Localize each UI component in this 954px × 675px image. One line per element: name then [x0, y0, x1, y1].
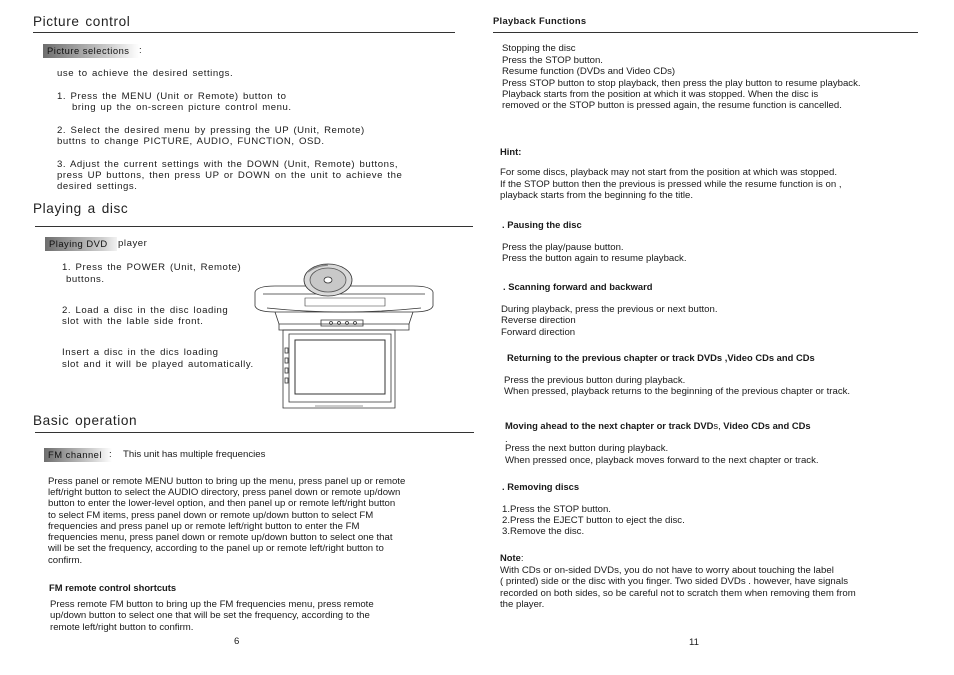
- fm-shortcuts-title: FM remote control shortcuts: [49, 582, 177, 593]
- paragraph-line: remote left/right button to confirm.: [50, 622, 194, 633]
- paragraph-line: 3. Adjust the current settings with the DOWN (Unit, Remote) buttons,: [57, 159, 399, 170]
- tag-suffix: :: [109, 449, 112, 460]
- paragraph-line: 2. Load a disc in the disc loading: [62, 305, 229, 316]
- paragraph-line: button to enter the lower-level option, and then panel up or remote left/right button: [48, 498, 396, 509]
- paragraph-line: If the STOP button then the previous is pressed while the resume function is on ,: [500, 179, 842, 190]
- previous-chapter-title: Returning to the previous chapter or track DVDs ,Video CDs and CDs: [507, 352, 815, 363]
- heading-rule: [33, 32, 455, 33]
- note-label: Note: [500, 552, 521, 563]
- paragraph-line: frequencies menu, press panel down or remote up/down button to select one that: [48, 532, 393, 543]
- playing-dvd-tag: [45, 237, 117, 251]
- paragraph-line: removed or the STOP button is pressed again, the resume function is cancelled.: [502, 100, 842, 111]
- tag-label: Picture selections: [47, 45, 130, 56]
- paragraph-line: will be set the frequency, according to the panel up or remote left/right button to: [48, 543, 384, 554]
- paragraph-line: desired settings.: [57, 181, 138, 192]
- paragraph-line: slot with the lable side front.: [62, 316, 204, 327]
- paragraph-line: buttons.: [66, 274, 105, 285]
- paragraph-line: recorded on both sides, so be careful not to scratch them when removing them from: [500, 588, 856, 599]
- paragraph-line: slot and it will be played automatically.: [62, 359, 254, 370]
- paragraph-line: 2. Select the desired menu by pressing the UP (Unit, Remote): [57, 125, 365, 136]
- note-colon: :: [520, 553, 524, 564]
- paragraph-line: Stopping the disc: [502, 43, 576, 54]
- pause-title: . Pausing the disc: [502, 219, 582, 230]
- note-title: [500, 552, 524, 564]
- paragraph-line: frequencies and press panel up or remote left/right button to enter the FM: [48, 521, 360, 532]
- paragraph-line: Insert a disc in the dics loading: [62, 347, 219, 358]
- heading-rule: [35, 432, 474, 433]
- page-number: 11: [689, 637, 699, 648]
- paragraph-line: 3.Remove the disc.: [502, 526, 585, 537]
- paragraph-line: 1.Press the STOP button.: [502, 504, 611, 515]
- dvd-player-illustration: [245, 258, 441, 414]
- paragraph-line: Press the next button during playback.: [505, 443, 669, 454]
- tag-label: Playing DVD: [49, 238, 108, 249]
- scan-title: . Scanning forward and backward: [503, 281, 653, 292]
- paragraph-line: ( printed) side or the disc with you finger. Two sided DVDs . however, have signals: [500, 576, 849, 587]
- paragraph-line: When pressed, playback returns to the beginning of the previous chapter or track.: [504, 386, 851, 397]
- paragraph-line: Resume function (DVDs and Video CDs): [502, 66, 676, 77]
- tag-suffix: player: [118, 238, 148, 249]
- title-part: Moving ahead to the next chapter or track DVD: [505, 420, 714, 431]
- paragraph-line: Press the STOP button.: [502, 55, 603, 66]
- basic-operation-heading: Basic operation: [33, 413, 138, 428]
- paragraph-line: the player.: [500, 599, 545, 610]
- title-part: Video CDs and CDs: [720, 420, 811, 431]
- paragraph-line: Reverse direction: [501, 315, 576, 326]
- paragraph-line: For some discs, playback may not start from the position at which was stopped.: [500, 167, 837, 178]
- paragraph-line: Playback starts from the position at which it was stopped. When the disc is: [502, 89, 819, 100]
- paragraph-line: left/right button to select the AUDIO directory, press panel down or remote up/down: [48, 487, 401, 498]
- picture-selections-tag: [43, 44, 139, 58]
- tag-suffix: :: [139, 45, 142, 56]
- paragraph-line: Press the play/pause button.: [502, 242, 624, 253]
- paragraph-line: Press the button again to resume playback.: [502, 253, 687, 264]
- paragraph-line: 1. Press the MENU (Unit or Remote) button to: [57, 91, 287, 102]
- paragraph-line: up/down button to select one that will be set the frequency, according to the: [50, 610, 370, 621]
- heading-rule: [35, 226, 473, 227]
- paragraph-line: During playback, press the previous or next button.: [501, 304, 718, 315]
- paragraph-line: confirm.: [48, 555, 83, 566]
- paragraph-line: Press STOP button to stop playback, then press the play button to resume playback.: [502, 78, 861, 89]
- heading-rule: [493, 32, 918, 33]
- remove-title: . Removing discs: [502, 481, 580, 492]
- paragraph-line: buttns to change PICTURE, AUDIO, FUNCTION, OSD.: [57, 136, 325, 147]
- paragraph-line: to select FM items, press panel down or remote up/down button to select FM: [48, 510, 374, 521]
- paragraph-line: With CDs or on-sided DVDs, you do not have to worry about touching the label: [500, 565, 834, 576]
- paragraph-line: press UP buttons, then press UP or DOWN on the unit to achieve the: [57, 170, 403, 181]
- paragraph-line: bring up the on-screen picture control menu.: [72, 102, 292, 113]
- paragraph-line: 1. Press the POWER (Unit, Remote): [62, 262, 242, 273]
- next-chapter-title: [505, 420, 811, 431]
- tag-label: FM channel: [48, 449, 102, 460]
- tag-text: This unit has multiple frequencies: [123, 449, 266, 460]
- playing-disc-heading: Playing a disc: [33, 201, 129, 216]
- paragraph-line: Forward direction: [501, 327, 576, 338]
- paragraph-line: Press the previous button during playback.: [504, 375, 686, 386]
- playback-functions-title: Playback Functions: [493, 15, 587, 26]
- hint-title: Hint:: [500, 146, 522, 157]
- fm-channel-tag: [44, 448, 112, 462]
- stray-mark: .: [505, 434, 508, 445]
- title-part: s,: [713, 420, 721, 431]
- paragraph-line: Press panel or remote MENU button to bring up the menu, press panel up or remote: [48, 476, 406, 487]
- page-number: 6: [234, 636, 240, 647]
- paragraph-line: When pressed once, playback moves forward to the next chapter or track.: [505, 455, 819, 466]
- paragraph-line: 2.Press the EJECT button to eject the disc.: [502, 515, 685, 526]
- paragraph-line: playback starts from the beginning fo the title.: [500, 190, 694, 201]
- picture-control-heading: Picture control: [33, 14, 131, 29]
- paragraph-line: Press remote FM button to bring up the FM frequencies menu, press remote: [50, 599, 374, 610]
- paragraph-line: use to achieve the desired settings.: [57, 68, 234, 79]
